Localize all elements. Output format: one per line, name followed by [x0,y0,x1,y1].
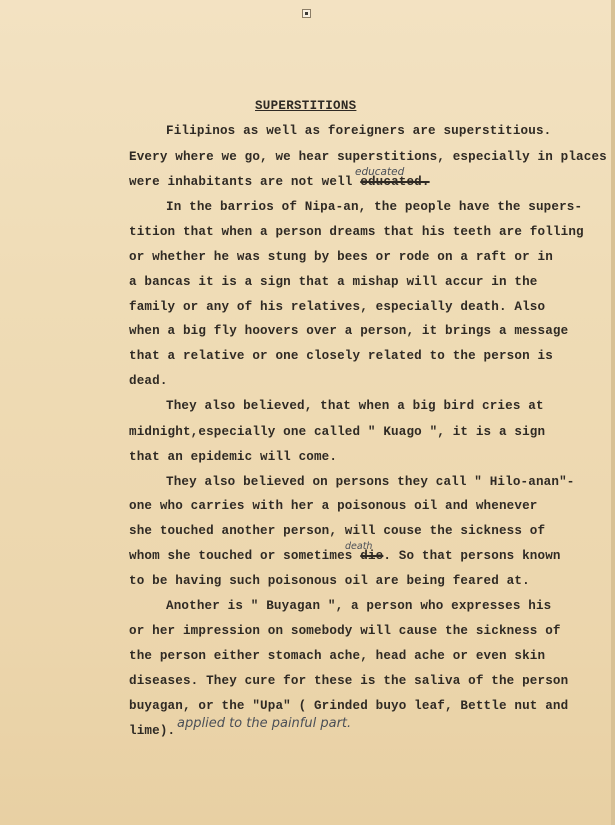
handwritten-note: applied to the painful part. [177,716,352,731]
text-line-2: Every where we go, we hear superstitions, especially in places [129,150,607,164]
text-line-7: a bancas it is a sign that a mishap will accur in the [129,275,538,289]
text-line-25: lime). [129,724,176,738]
text-line-9: when a big fly hoovers over a person, it brings a message [129,324,569,338]
text-line-15: They also believed on persons they call " Hilo-anan"- [166,475,575,489]
text-line-12: They also believed, that when a big bird cries at [166,399,544,413]
text-line-3-main: were inhabitants are not well [129,175,361,189]
text-line-23: diseases. They cure for these is the saliva of the person [129,674,569,688]
text-line-13: midnight,especially one called " Kuago ", it is a sign [129,425,546,439]
text-line-22: the person either stomach ache, head ache or even skin [129,649,546,663]
text-line-24: buyagan, or the "Upa" ( Grinded buyo leaf, Bettle nut and [129,699,569,713]
struck-word-2: die [360,549,384,563]
document-title: SUPERSTITIONS [255,99,357,113]
punch-hole-marker [302,9,311,18]
text-line-17: she touched another person, will couse the sickness of [129,524,546,538]
page-edge [611,0,615,825]
text-line-20: Another is " Buyagan ", a person who expresses his [166,599,552,613]
text-line-11: dead. [129,374,168,388]
text-line-1: Filipinos as well as foreigners are superstitious. [166,124,552,138]
text-line-4: In the barrios of Nipa-an, the people have the supers- [166,200,583,214]
text-line-10: that a relative or one closely related to the person is [129,349,553,363]
text-line-8: family or any of his relatives, especially death. Also [129,300,546,314]
text-line-5: tition that when a person dreams that his teeth are folling [129,225,584,239]
text-line-6: or whether he was stung by bees or rode on a raft or in [129,250,553,264]
handwritten-correction-2: death [345,541,373,552]
text-line-21: or her impression on somebody will cause the sickness of [129,624,561,638]
text-line-19: to be having such poisonous oil are being feared at. [129,574,530,588]
handwritten-correction-1: educated [355,166,405,178]
text-line-18-main: whom she touched or sometimes [129,549,361,563]
text-line-16: one who carries with her a poisonous oil and whenever [129,499,538,513]
text-line-14: that an epidemic will come. [129,450,338,464]
text-line-18-rest: . So that persons known [383,549,561,563]
struck-word-1: educated. [360,175,430,189]
